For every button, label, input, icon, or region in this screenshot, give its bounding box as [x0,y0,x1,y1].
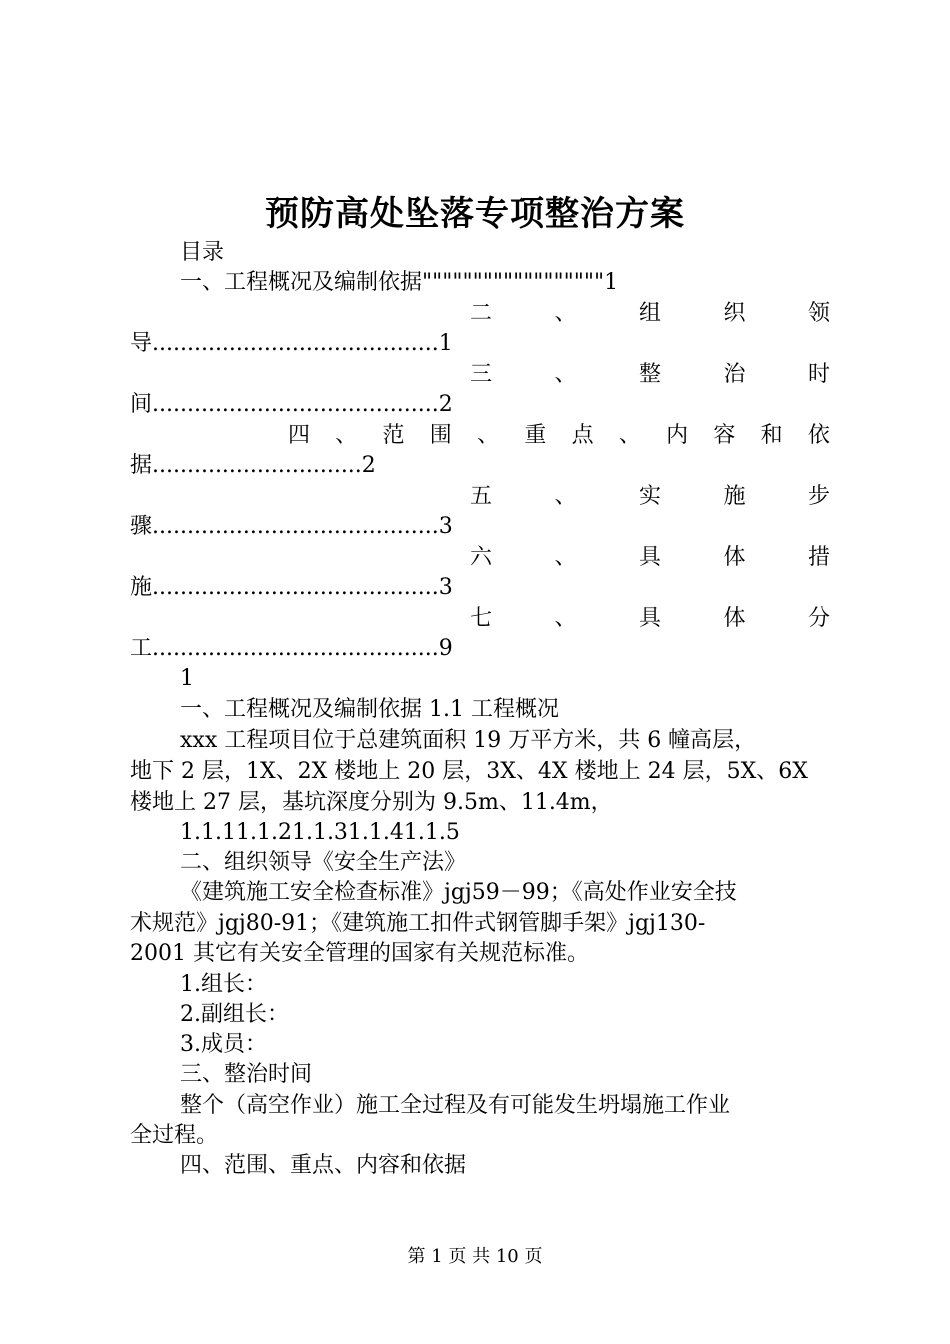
toc-char: 点 [571,423,594,448]
toc-char: 实 [638,484,661,509]
page-footer: 第 1 页 共 10 页 [407,1246,543,1267]
section-1-heading: 一、工程概况及编制依据 1.1 工程概况 [180,697,559,722]
toc-char: 、 [335,423,358,448]
toc-char: 、 [477,423,500,448]
toc-char: 容 [713,423,736,448]
toc-char: 组 [638,301,661,326]
toc-char: 治 [723,362,746,387]
toc-item-4-tail: 据..............................2 [130,453,376,478]
toc-char: 六 [470,545,493,570]
toc-char: 依 [807,423,830,448]
section-4-heading: 四、范围、重点、内容和依据 [180,1153,467,1178]
toc-char: 体 [723,606,746,631]
document-title: 预防高处坠落专项整治方案 [265,194,685,234]
section-3-heading: 三、整治时间 [180,1062,313,1087]
toc-char: 内 [666,423,689,448]
toc-char: 步 [807,484,830,509]
toc-char: 、 [554,606,577,631]
toc-char: 、 [618,423,641,448]
toc-char: 四 [288,423,311,448]
list-item: 1.组长： [180,972,267,997]
toc-item-6-words [470,543,830,573]
toc-char: 重 [524,423,547,448]
paragraph-3-line-3: 2001 其它有关安全管理的国家有关规范标准。 [130,941,589,966]
toc-item-7-words [470,604,830,634]
paragraph-3-line-2: 术规范》jgj80-91；《建筑施工扣件式钢管脚手架》jgj130- [130,911,706,936]
paragraph-3-line-1: 《建筑施工安全检查标准》jgj59－99；《高处作业安全技 [180,880,737,905]
toc-char: 、 [554,484,577,509]
toc-char: 领 [807,301,830,326]
toc-item-3-words [470,360,830,390]
toc-item-5-words [470,482,830,512]
paragraph-2: 1.1.11.1.21.1.31.1.41.1.5 [180,820,460,845]
list-item: 3.成员： [180,1032,267,1057]
toc-char: 、 [554,301,577,326]
toc-char: 、 [554,545,577,570]
toc-char: 体 [723,545,746,570]
toc-char: 整 [638,362,661,387]
paragraph-1-line-1: xxx 工程项目位于总建筑面积 19 万平方米，共 6 幢高层， [180,728,757,753]
paragraph-4-line-2: 全过程。 [130,1123,219,1148]
toc-item-6-tail: 施.........................................3 [130,575,453,600]
toc-item-3-tail: 间.........................................2 [130,392,453,417]
toc-char: 织 [723,301,746,326]
toc-item-4-words [288,421,830,451]
section-2-heading: 二、组织领导《安全生产法》 [180,850,467,875]
toc-char: 施 [723,484,746,509]
toc-char: 范 [382,423,405,448]
paragraph-1-line-3: 楼地上 27 层，基坑深度分别为 9.5m、11.4m， [130,790,613,815]
toc-item-5-tail: 骤.........................................3 [130,514,453,539]
toc-char: 时 [807,362,830,387]
toc-char: 措 [807,545,830,570]
toc-char: 和 [760,423,783,448]
toc-char: 五 [470,484,493,509]
toc-item-2-words [470,299,830,329]
toc-char: 具 [638,545,661,570]
list-item: 2.副组长： [180,1002,289,1027]
toc-char: 围 [429,423,452,448]
toc-item-7-tail: 工.........................................9 [130,636,453,661]
page-marker: 1 [180,666,194,691]
toc-char: 三 [470,362,493,387]
toc-char: 七 [470,606,493,631]
toc-char: 具 [638,606,661,631]
paragraph-4-line-1: 整个（高空作业）施工全过程及有可能发生坍塌施工作业 [180,1093,731,1118]
toc-char: 分 [807,606,830,631]
toc-item-1: 一、工程概况及编制依据""""""""""""""""""1 [180,270,619,295]
paragraph-1-line-2: 地下 2 层，1X、2X 楼地上 20 层，3X、4X 楼地上 24 层，5X、6X [130,759,808,784]
toc-heading: 目录 [180,240,225,265]
toc-char: 、 [554,362,577,387]
toc-char: 二 [470,301,493,326]
toc-item-2-tail: 导.........................................1 [130,331,453,356]
